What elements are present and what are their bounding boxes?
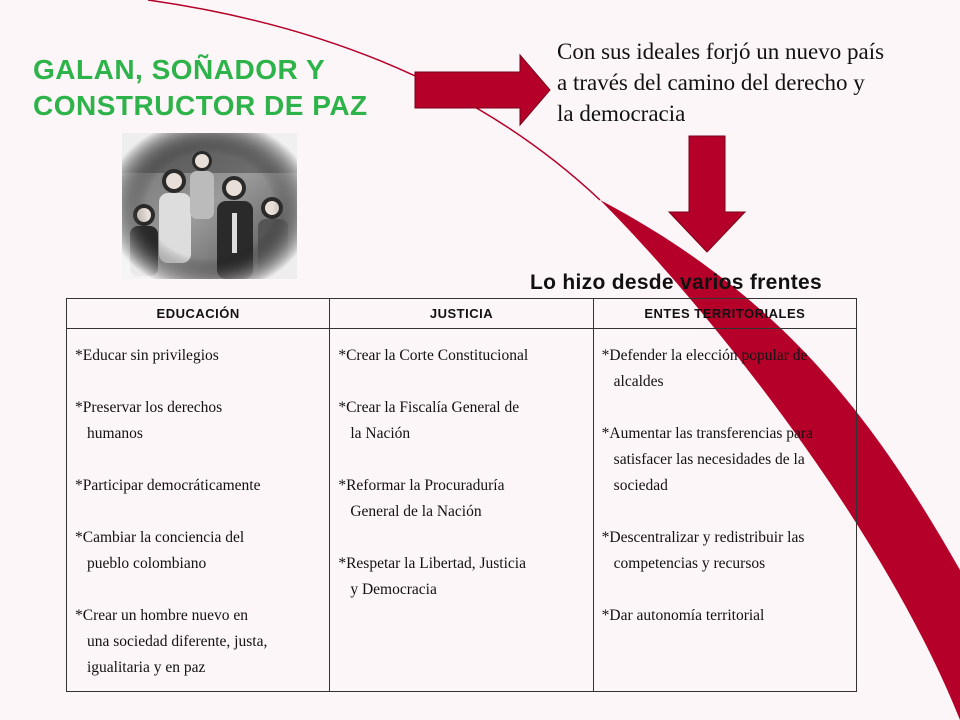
title-line: CONSTRUCTOR DE PAZ bbox=[33, 90, 368, 121]
item-line: *Crear la Corte Constitucional bbox=[338, 347, 529, 364]
list-item bbox=[75, 473, 329, 499]
table-header-row bbox=[67, 299, 857, 329]
column-educacion bbox=[67, 329, 330, 692]
list-item bbox=[338, 395, 592, 447]
item-line: alcaldes bbox=[613, 373, 664, 390]
item-line: humanos bbox=[87, 425, 143, 442]
list-item bbox=[602, 343, 856, 395]
fronts-table bbox=[66, 298, 857, 692]
item-line: y Democracia bbox=[350, 581, 437, 598]
subtitle: Lo hizo desde varios frentes bbox=[530, 271, 822, 294]
item-line: *Preservar los derechos bbox=[75, 399, 223, 416]
item-line: la Nación bbox=[350, 425, 411, 442]
item-line: igualitaria y en paz bbox=[87, 659, 206, 676]
item-line: *Dar autonomía territorial bbox=[601, 607, 765, 624]
item-line: *Defender la elección popular de bbox=[601, 347, 808, 364]
header-educacion: EDUCACIÓN bbox=[67, 299, 330, 329]
item-line: *Respetar la Libertad, Justicia bbox=[338, 555, 526, 572]
slide-title bbox=[33, 52, 368, 124]
item-line: *Aumentar las transferencias para bbox=[601, 425, 813, 442]
item-line: *Reformar la Procuraduría bbox=[338, 477, 505, 494]
item-line: satisfacer las necesidades de la bbox=[613, 451, 805, 468]
list-item bbox=[602, 421, 856, 499]
header-justicia: JUSTICIA bbox=[330, 299, 593, 329]
quote-line: la democracia bbox=[557, 101, 686, 126]
item-line: General de la Nación bbox=[350, 503, 482, 520]
table-row bbox=[67, 329, 857, 692]
column-justicia bbox=[330, 329, 593, 692]
item-line: sociedad bbox=[613, 477, 668, 494]
item-line: *Cambiar la conciencia del bbox=[75, 529, 245, 546]
item-line: *Participar democráticamente bbox=[75, 477, 261, 494]
quote-text bbox=[557, 36, 957, 129]
header-entes-territoriales: ENTES TERRITORIALES bbox=[593, 299, 856, 329]
list-item bbox=[75, 525, 329, 577]
list-item bbox=[75, 395, 329, 447]
item-line: competencias y recursos bbox=[613, 555, 766, 572]
item-line: *Educar sin privilegios bbox=[75, 347, 219, 364]
item-line: pueblo colombiano bbox=[87, 555, 207, 572]
title-line: GALAN, SOÑADOR Y bbox=[33, 54, 326, 85]
list-item bbox=[75, 343, 329, 369]
list-item bbox=[602, 603, 856, 629]
list-item bbox=[338, 343, 592, 369]
item-line: una sociedad diferente, justa, bbox=[87, 633, 268, 650]
list-item bbox=[75, 603, 329, 681]
item-line: *Crear un hombre nuevo en bbox=[75, 607, 249, 624]
quote-line: a través del camino del derecho y bbox=[557, 70, 865, 95]
arrow-down-icon bbox=[669, 136, 745, 252]
item-line: *Descentralizar y redistribuir las bbox=[601, 529, 805, 546]
item-line: *Crear la Fiscalía General de bbox=[338, 399, 520, 416]
arrow-right-icon bbox=[415, 55, 550, 125]
column-entes-territoriales bbox=[593, 329, 856, 692]
family-photo bbox=[122, 133, 297, 279]
list-item bbox=[338, 473, 592, 525]
quote-line: Con sus ideales forjó un nuevo país bbox=[557, 39, 885, 64]
list-item bbox=[338, 551, 592, 603]
list-item bbox=[602, 525, 856, 577]
